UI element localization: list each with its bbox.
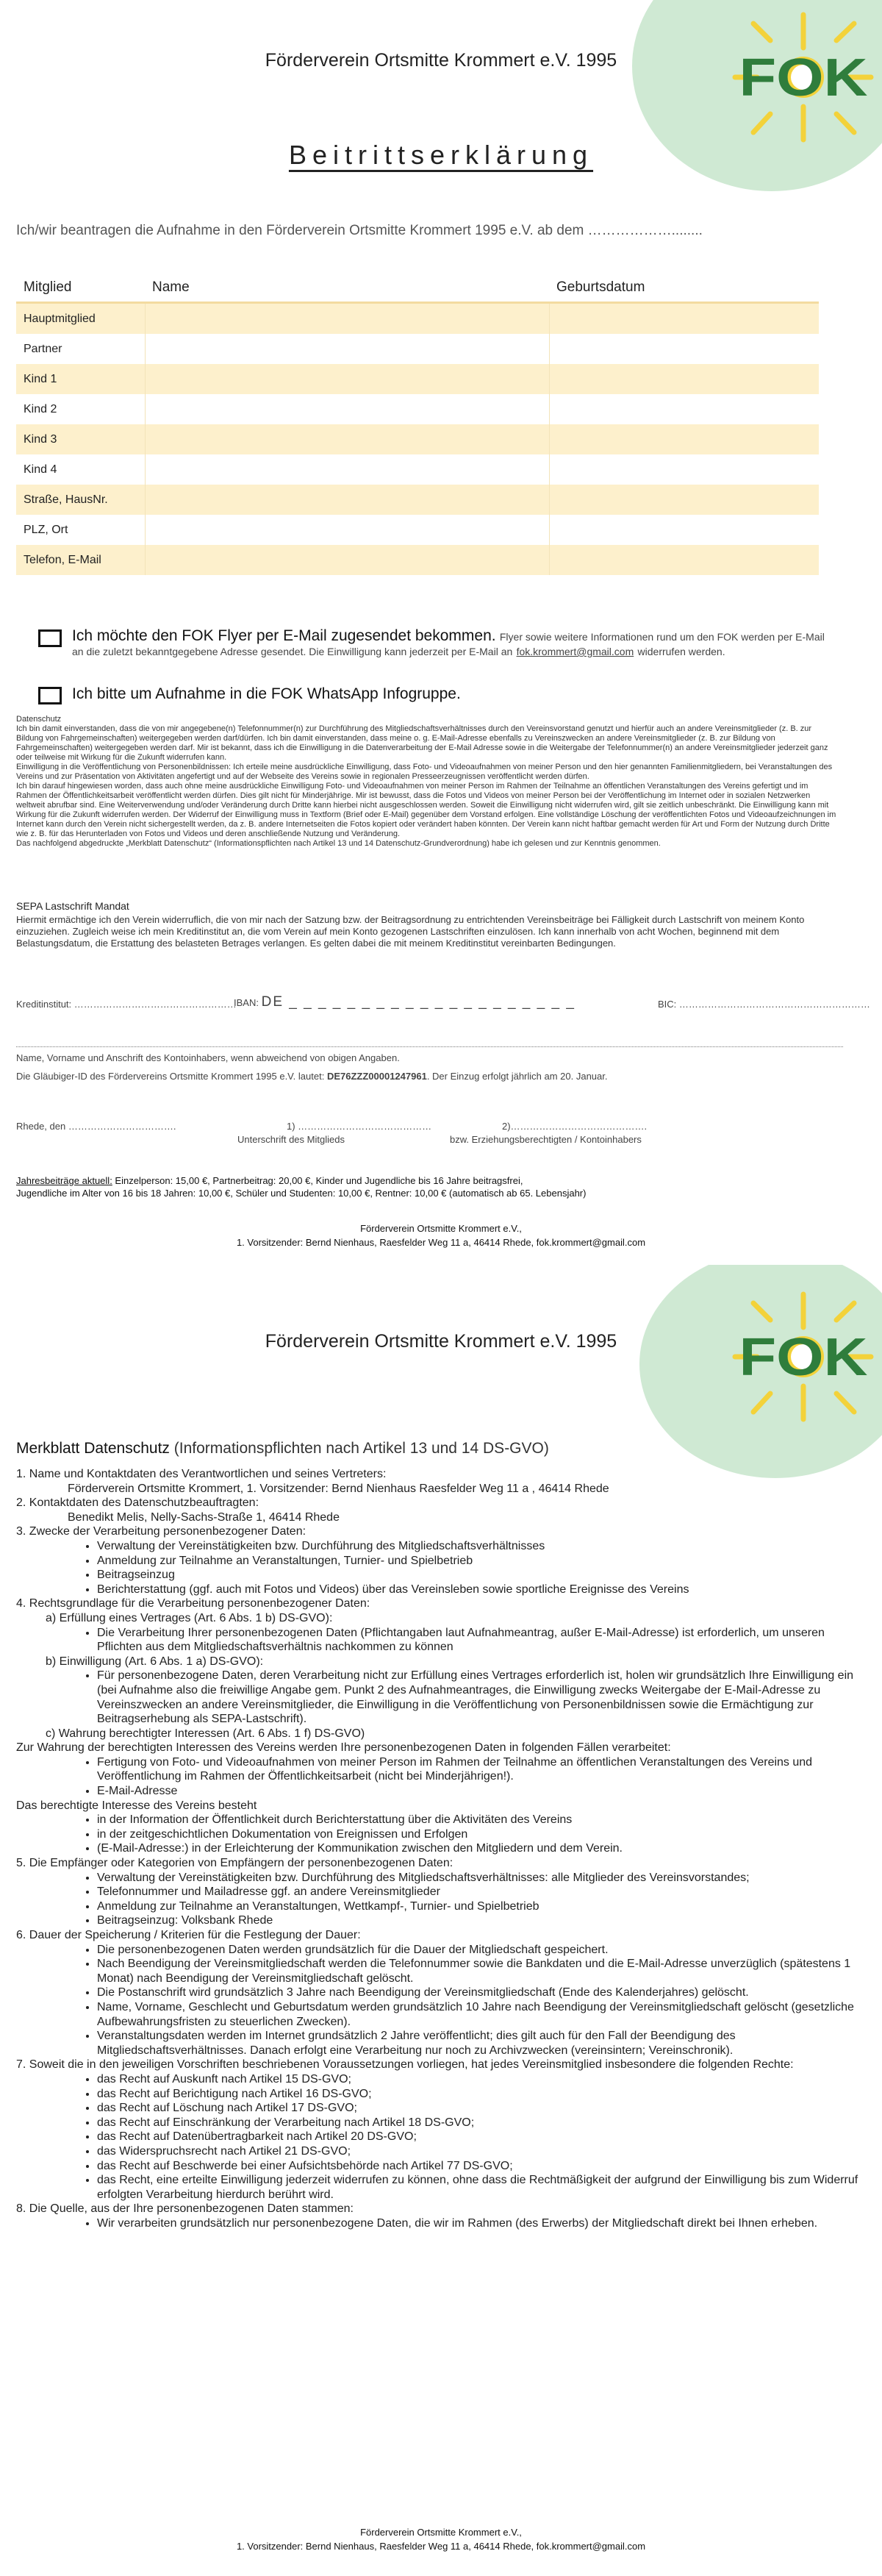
- sepa-heading: SEPA Lastschrift Mandat: [16, 900, 129, 912]
- whatsapp-option: [72, 687, 829, 702]
- row-label: Kind 1: [16, 364, 145, 394]
- signature-2-field[interactable]: 2)…………………………………….: [502, 1121, 648, 1132]
- page-beitrittserklaerung: [0, 0, 882, 1265]
- paragraph: a) Erfüllung eines Vertrages (Art. 6 Abs. 1 b) DS-GVO):: [46, 1611, 333, 1624]
- table-row: [16, 515, 819, 545]
- fok-logo-icon: [728, 1287, 875, 1427]
- page-footer: [0, 2525, 882, 2553]
- birthdate-cell[interactable]: [549, 303, 819, 335]
- section-heading: 4. Rechtsgrundlage für die Verarbeitung personenbezogener Daten:: [16, 1597, 370, 1610]
- row-label: Kind 3: [16, 424, 145, 454]
- signature-1-field[interactable]: 1) ……………………………………: [287, 1121, 432, 1132]
- list-item: • Die Verarbeitung Ihrer personenbezogenen Daten (Pflichtangaben laut Aufnahmeantrag, außer E-Mail-Adresse) ist erforderlich, um unseren Pflichten aus dem Mitgliedschaftsverhältnis nachkommen zu können: [97, 1626, 861, 1655]
- row-label: Hauptmitglied: [16, 303, 145, 335]
- name-cell[interactable]: [145, 545, 549, 575]
- bic-field[interactable]: BIC: ……………………………………………………: [658, 999, 870, 1010]
- flyer-checkbox[interactable]: [38, 629, 62, 647]
- list-item: • Berichterstattung (ggf. auch mit Fotos und Videos) über das Vereinsleben sowie sportliche Ereignisse des Vereins: [97, 1583, 861, 1597]
- section-heading: 7. Soweit die in den jeweiligen Vorschriften beschriebenen Voraussetzungen vorliegen, hat jedes Vereinsmitglied insbesondere die folgenden Rechte:: [16, 2058, 794, 2072]
- bullet-list: [16, 1871, 861, 1928]
- merkblatt-body: [16, 1467, 861, 2230]
- list-item: • Die personenbezogenen Daten werden grundsätzlich für die Dauer der Mitgliedschaft gespeichert.: [97, 1943, 861, 1958]
- list-item: • Anmeldung zur Teilnahme an Veranstaltungen, Turnier- und Spielbetrieb: [97, 1554, 861, 1569]
- list-item: • Telefonnummer und Mailadresse ggf. an andere Vereinsmitglieder: [97, 1885, 861, 1899]
- name-cell[interactable]: [145, 334, 549, 364]
- col-header: Geburtsdatum: [549, 274, 819, 303]
- signature-2-label: bzw. Erziehungsberechtigten / Kontoinhabers: [450, 1134, 642, 1145]
- birthdate-cell[interactable]: [549, 334, 819, 364]
- merkblatt-heading: Merkblatt Datenschutz: [16, 1440, 170, 1457]
- sepa-text: Hiermit ermächtige ich den Verein widerruflich, die von mir nach der Satzung bzw. der Beitragsordnung zu entrichtenden Vereinsbeiträge bei Fälligkeit durch Lastschrift von meinem Konto einzuziehen. Zugleich weise ich mein Kreditinstitut an, die vom Verein auf mein Konto gezogenen Lastschriften einzulösen. Ich kann innerhalb von acht Wochen, beginnend mit dem Belastungsdatum, die Erstattung des belasteten Betrages verlangen. Es gelten dabei die mit meinem Kreditinstitut vereinbarten Bedingungen.: [16, 914, 805, 949]
- name-cell[interactable]: [145, 515, 549, 545]
- list-item: • Anmeldung zur Teilnahme an Veranstaltungen, Wettkampf-, Turnier- und Spielbetrieb: [97, 1899, 861, 1914]
- birthdate-cell[interactable]: [549, 515, 819, 545]
- paragraph: Förderverein Ortsmitte Krommert, 1. Vorsitzender: Bernd Nienhaus Raesfelder Weg 11 a , 46414 Rhede: [68, 1482, 609, 1495]
- fees-text: Jugendliche im Alter von 16 bis 18 Jahren: 10,00 €, Schüler und Studenten: 10,00 €, Rentner: 10,00 € (automatisch ab 65. Lebensjahr): [16, 1188, 587, 1199]
- name-cell[interactable]: [145, 454, 549, 485]
- iban-field[interactable]: [234, 994, 576, 1010]
- paragraph: c) Wahrung berechtigter Interessen (Art. 6 Abs. 1 f) DS-GVO): [46, 1727, 365, 1740]
- name-cell[interactable]: [145, 485, 549, 515]
- list-item: • Veranstaltungsdaten werden im Internet grundsätzlich 2 Jahre veröffentlicht; dies gilt auch für den Fall der Beendigung des Mitgliedschaftsverhältnisses. Danach erfolgt eine Verarbeitung nur noch zu Archivzwecken (vereinsintern; Vereinschronik).: [97, 2029, 861, 2058]
- datenschutz-text: Einwilligung in die Veröffentlichung von Personenbildnissen: Ich erteile meine ausdrückliche Einwilligung, dass Foto- und Videoaufnahmen von meiner Person und den hier genannten Familienmitgliedern, bei Veranstaltungen des Vereins und zur Präsentation von Aktivitäten angefertigt und auf der Webseite des Vereins sowie in regionalen Presseerzeugnissen veröffentlicht werden dürfen.: [16, 763, 833, 781]
- paragraph: b) Einwilligung (Art. 6 Abs. 1 a) DS-GVO):: [46, 1655, 264, 1668]
- signature-1-label: Unterschrift des Mitglieds: [237, 1134, 345, 1145]
- flyer-option: [72, 629, 829, 659]
- form-intro: Ich/wir beantragen die Aufnahme in den Förderverein Ortsmitte Krommert 1995 e.V. ab dem ………………........: [16, 223, 703, 238]
- table-row: [16, 303, 819, 335]
- org-name: Förderverein Ortsmitte Krommert e.V. 1995: [265, 1331, 617, 1352]
- flyer-label: Ich möchte den FOK Flyer per E-Mail zugesendet bekommen.: [72, 627, 496, 644]
- logo-text: FOK: [739, 1328, 868, 1387]
- table-row: [16, 334, 819, 364]
- datenschutz-section: [16, 715, 839, 849]
- section-heading: 5. Die Empfänger oder Kategorien von Empfängern der personenbezogenen Daten:: [16, 1857, 453, 1870]
- member-table: [16, 274, 819, 575]
- table-row: [16, 364, 819, 394]
- table-row: [16, 485, 819, 515]
- bullet-list: [16, 2216, 861, 2231]
- birthdate-cell[interactable]: [549, 545, 819, 575]
- bullet-list: [16, 1943, 861, 2058]
- page-footer: [0, 1221, 882, 1249]
- merkblatt-subtitle: (Informationspflichten nach Artikel 13 und 14 DS-GVO): [169, 1440, 549, 1457]
- bullet-list: [16, 1669, 861, 1726]
- datenschutz-text: Ich bin darauf hingewiesen worden, dass auch ohne meine ausdrückliche Einwilligung Foto- und Videoaufnahmen von meiner Person im Rahmen der Teilnahme an öffentlichen Veranstaltungen des Vereins gefertigt und im Rahmen der Öffentlichkeitsarbeit veröffentlicht werden dürfen. Dies gilt nicht für Minderjährige. Mir ist bewusst, dass die Fotos und Videos von meiner Person bei der Veröffentlichung im Internet oder in sozialen Netzwerken weltweit abrufbar sind. Eine Weiterverwendung und/oder Veränderung durch Dritte kann hierbei nicht ausgeschlossen werden. Soweit die Einwilligung nicht widerrufen wird, gilt sie zeitlich unbeschränkt. Die Einwilligung kann mit Wirkung für die Zukunft widerrufen werden. Der Widerruf der Einwilligung muss in Textform (Brief oder E-Mail) gegenüber dem Vorstand erfolgen. Eine vollständige Löschung der veröffentlichten Fotos und Videoaufzeichnungen im Internet kann durch den Verein nicht sichergestellt werden, da z. B. andere Internetseiten die Fotos kopiert oder verändert haben könnten. Der Verein kann nicht haftbar gemacht werden für Art und Form der Nutzung durch Dritte wie z. B. für das Herunterladen von Fotos und Videos und deren anschließende Nutzung und Veränderung.: [16, 782, 836, 838]
- list-item: • das Recht, eine erteilte Einwilligung jederzeit widerrufen zu können, ohne dass die Rechtmäßigkeit der aufgrund der Einwilligung bis zum Widerruf erfolgten Verarbeitung hierdurch berührt wird.: [97, 2173, 861, 2202]
- list-item: • das Widerspruchsrecht nach Artikel 21 DS-GVO;: [97, 2144, 861, 2159]
- fees-label: Jahresbeiträge aktuell:: [16, 1175, 112, 1186]
- member-table-header: [16, 274, 819, 303]
- footer-line: 1. Vorsitzender: Bernd Nienhaus, Raesfelder Weg 11 a, 46414 Rhede, fok.krommert@gmail.com: [236, 1237, 646, 1248]
- list-item: • das Recht auf Löschung nach Artikel 17 DS-GVO;: [97, 2101, 861, 2116]
- list-item: • Für personenbezogene Daten, deren Verarbeitung nicht zur Erfüllung eines Vertrages erforderlich ist, holen wir grundsätzlich Ihre Einwilligung ein (bei Aufnahme also die freiwillige Angabe gem. Punkt 2 des Aufnahmeantrages, die Einwilligung zwecks Weitergabe der E-Mail-Adresse zu Vereinszwecken an andere Vereinsmitglieder, die Einwilligung in die Veröffentlichung von Personenbildnissen sowie die Ermächtigung zur Beitragserhebung als SEPA-Lastschrift).: [97, 1669, 861, 1726]
- iban-label: IBAN:: [234, 997, 259, 1008]
- name-cell[interactable]: [145, 364, 549, 394]
- row-label: PLZ, Ort: [16, 515, 145, 545]
- list-item: • in der Information der Öffentlichkeit durch Berichterstattung über die Aktivitäten des Vereins: [97, 1813, 861, 1827]
- fees-info: [16, 1174, 586, 1199]
- row-label: Straße, HausNr.: [16, 485, 145, 515]
- glaeubiger-line: [16, 1071, 854, 1082]
- birthdate-cell[interactable]: [549, 424, 819, 454]
- bullet-list: [16, 1813, 861, 1856]
- datenschutz-text: Das nachfolgend abgedruckte „Merkblatt Datenschutz“ (Informationspflichten nach Artikel 13 und 14 Datenschutz-Grundverordnung) habe ich gelesen und zur Kenntnis genommen.: [16, 839, 661, 848]
- list-item: • Fertigung von Foto- und Videoaufnahmen von meiner Person im Rahmen der Teilnahme an öffentlichen Veranstaltungen des Vereins und Veröffentlichung im Rahmen der Öffentlichkeitsarbeit (nicht bei Minderjährigen!).: [97, 1755, 861, 1784]
- list-item: • in der zeitgeschichtlichen Dokumentation von Ereignissen und Erfolgen: [97, 1827, 861, 1842]
- bullet-list: [16, 2072, 861, 2202]
- divider: [16, 1046, 843, 1047]
- name-cell[interactable]: [145, 303, 549, 335]
- email-link[interactable]: fok.krommert@gmail.com: [516, 646, 634, 657]
- list-item: • Die Postanschrift wird grundsätzlich 3 Jahre nach Beendigung der Vereinsmitgliedschaft (Ende des Kalenderjahres) gelöscht.: [97, 1985, 861, 2000]
- page-merkblatt: [0, 1265, 882, 2576]
- table-row: [16, 545, 819, 575]
- list-item: • E-Mail-Adresse: [97, 1784, 861, 1799]
- col-header: Mitglied: [16, 274, 145, 303]
- list-item: • das Recht auf Datenübertragbarkeit nach Artikel 20 DS-GVO;: [97, 2130, 861, 2144]
- bullet-list: [16, 1539, 861, 1596]
- row-label: Partner: [16, 334, 145, 364]
- table-row: [16, 394, 819, 424]
- list-item: • Beitragseinzug: [97, 1568, 861, 1583]
- bullet-list: [16, 1626, 861, 1655]
- name-cell[interactable]: [145, 424, 549, 454]
- iban-value: DE _ _ _ _ _ _ _ _ _ _ _ _ _ _ _ _ _ _ _ _: [261, 994, 576, 1010]
- list-item: • das Recht auf Auskunft nach Artikel 15 DS-GVO;: [97, 2072, 861, 2087]
- list-item: • das Recht auf Einschränkung der Verarbeitung nach Artikel 18 DS-GVO;: [97, 2116, 861, 2130]
- list-item: • das Recht auf Beschwerde bei einer Aufsichtsbehörde nach Artikel 77 DS-GVO;: [97, 2159, 861, 2174]
- section-heading: 8. Die Quelle, aus der Ihre personenbezogenen Daten stammen:: [16, 2202, 354, 2216]
- paragraph: Zur Wahrung der berechtigten Interessen des Vereins werden Ihre personenbezogenen Daten in folgenden Fällen verarbeitet:: [16, 1741, 671, 1755]
- birthdate-cell[interactable]: [549, 364, 819, 394]
- datenschutz-text: Ich bin damit einverstanden, dass die von mir angegebene(n) Telefonnummer(n) zur Durchführung des Mitgliedschaftsverhältnisses durch den Vereinsvorstand genutzt und hierfür auch an andere Vereinsmitglieder (z. B. zur Bildung von Fahrgemeinschaften) weitergegeben werden darf/dürfen. Ich bin damit einverstanden, dass meine o. g. E-Mail-Adresse ebenfalls zu Vereinszwecken an andere Vereinsmitglieder (z. B. zur Bildung von Fahrgemeinschaften) weitergegeben werden darf. Mir ist bekannt, dass ich die Einwilligung in die Datenverarbeitung der E-Mail Adresse sowie in die Weitergabe der Telefonnummer(n) an andere Vereinsmitglieder jederzeit ganz oder teilweise mit Wirkung für die Zukunft widerrufen kann.: [16, 724, 828, 762]
- fees-text: Einzelperson: 15,00 €, Partnerbeitrag: 20,00 €, Kinder und Jugendliche bis 16 Jahre beitragsfrei,: [112, 1175, 523, 1186]
- row-label: Kind 2: [16, 394, 145, 424]
- table-row: [16, 454, 819, 485]
- flyer-tail: widerrufen werden.: [637, 646, 725, 657]
- fok-logo-icon: [728, 7, 875, 147]
- paragraph: Das berechtigte Interesse des Vereins besteht: [16, 1799, 257, 1812]
- list-item: • Beitragseinzug: Volksbank Rhede: [97, 1913, 861, 1928]
- merkblatt-title: [16, 1440, 549, 1458]
- whatsapp-label: Ich bitte um Aufnahme in die FOK WhatsApp Infogruppe.: [72, 685, 461, 702]
- paragraph: Benedikt Melis, Nelly-Sachs-Straße 1, 46414 Rhede: [68, 1510, 340, 1524]
- section-heading: 6. Dauer der Speicherung / Kriterien für die Festlegung der Dauer:: [16, 1929, 361, 1941]
- birthdate-cell[interactable]: [549, 454, 819, 485]
- place-date-field[interactable]: Rhede, den …………………………….: [16, 1121, 176, 1132]
- list-item: • Nach Beendigung der Vereinsmitgliedschaft werden die Telefonnummer sowie die Bankdaten und die E-Mail-Adresse unverzüglich (spätestens 1 Monat) nach Beendigung der Vereinsmitgliedschaft gelöscht.: [97, 1957, 861, 1985]
- list-item: • (E-Mail-Adresse:) in der Erleichterung der Kommunikation zwischen den Mitgliedern und dem Verein.: [97, 1841, 861, 1856]
- list-item: • Verwaltung der Vereinstätigkeiten bzw. Durchführung des Mitgliedschaftsverhältnisses: [97, 1539, 861, 1554]
- kontoinhaber-note: Name, Vorname und Anschrift des Kontoinhabers, wenn abweichend von obigen Angaben.: [16, 1052, 400, 1063]
- glaeubiger-id: DE76ZZZ00001247961: [326, 1071, 427, 1082]
- list-item: • Name, Vorname, Geschlecht und Geburtsdatum werden grundsätzlich 10 Jahre nach Beendigung der Vereinsmitgliedschaft gelöscht (gesetzliche Aufbewahrungsfristen zu steuerlichen Zwecken).: [97, 2000, 861, 2029]
- birthdate-cell[interactable]: [549, 485, 819, 515]
- section-heading: 2. Kontaktdaten des Datenschutzbeauftragten:: [16, 1496, 259, 1510]
- datenschutz-heading: Datenschutz: [16, 715, 62, 724]
- table-row: [16, 424, 819, 454]
- glaeubiger-text: Die Gläubiger-ID des Fördervereins Ortsmitte Krommert 1995 e.V. lautet:: [16, 1071, 325, 1082]
- bullet-list: [16, 1755, 861, 1799]
- list-item: • das Recht auf Berichtigung nach Artikel 16 DS-GVO;: [97, 2087, 861, 2102]
- footer-line: Förderverein Ortsmitte Krommert e.V.,: [360, 1223, 522, 1234]
- logo-text: FOK: [739, 49, 868, 107]
- footer-line: 1. Vorsitzender: Bernd Nienhaus, Raesfelder Weg 11 a, 46414 Rhede, fok.krommert@gmail.com: [236, 2541, 646, 2552]
- kreditinstitut-field[interactable]: Kreditinstitut: ……………………………………………: [16, 999, 237, 1010]
- flyer-description: Flyer sowie weitere Informationen rund um den FOK werden per E-Mail an die zuletzt bekanntgegebene Adresse gesendet. Die Einwilligung kann jederzeit per E-Mail an: [72, 631, 825, 657]
- list-item: • Verwaltung der Vereinstätigkeiten bzw. Durchführung des Mitgliedschaftsverhältnisses: alle Mitglieder des Vereinsvorstandes;: [97, 1871, 861, 1885]
- list-item: • Wir verarbeiten grundsätzlich nur personenbezogene Daten, die wir im Rahmen (des Erwerbs) der Mitgliedschaft direkt bei Ihnen erheben.: [97, 2216, 861, 2231]
- col-header: Name: [145, 274, 549, 303]
- whatsapp-checkbox[interactable]: [38, 687, 62, 704]
- name-cell[interactable]: [145, 394, 549, 424]
- glaeubiger-text: . Der Einzug erfolgt jährlich am 20. Januar.: [426, 1071, 608, 1082]
- section-heading: 1. Name und Kontaktdaten des Verantwortlichen und seines Vertreters:: [16, 1468, 387, 1480]
- org-name: Förderverein Ortsmitte Krommert e.V. 1995: [265, 50, 617, 71]
- row-label: Telefon, E-Mail: [16, 545, 145, 575]
- footer-line: Förderverein Ortsmitte Krommert e.V.,: [360, 2527, 522, 2538]
- form-title: Beitrittserklärung: [288, 140, 594, 170]
- birthdate-cell[interactable]: [549, 394, 819, 424]
- section-heading: 3. Zwecke der Verarbeitung personenbezogener Daten:: [16, 1525, 306, 1538]
- row-label: Kind 4: [16, 454, 145, 485]
